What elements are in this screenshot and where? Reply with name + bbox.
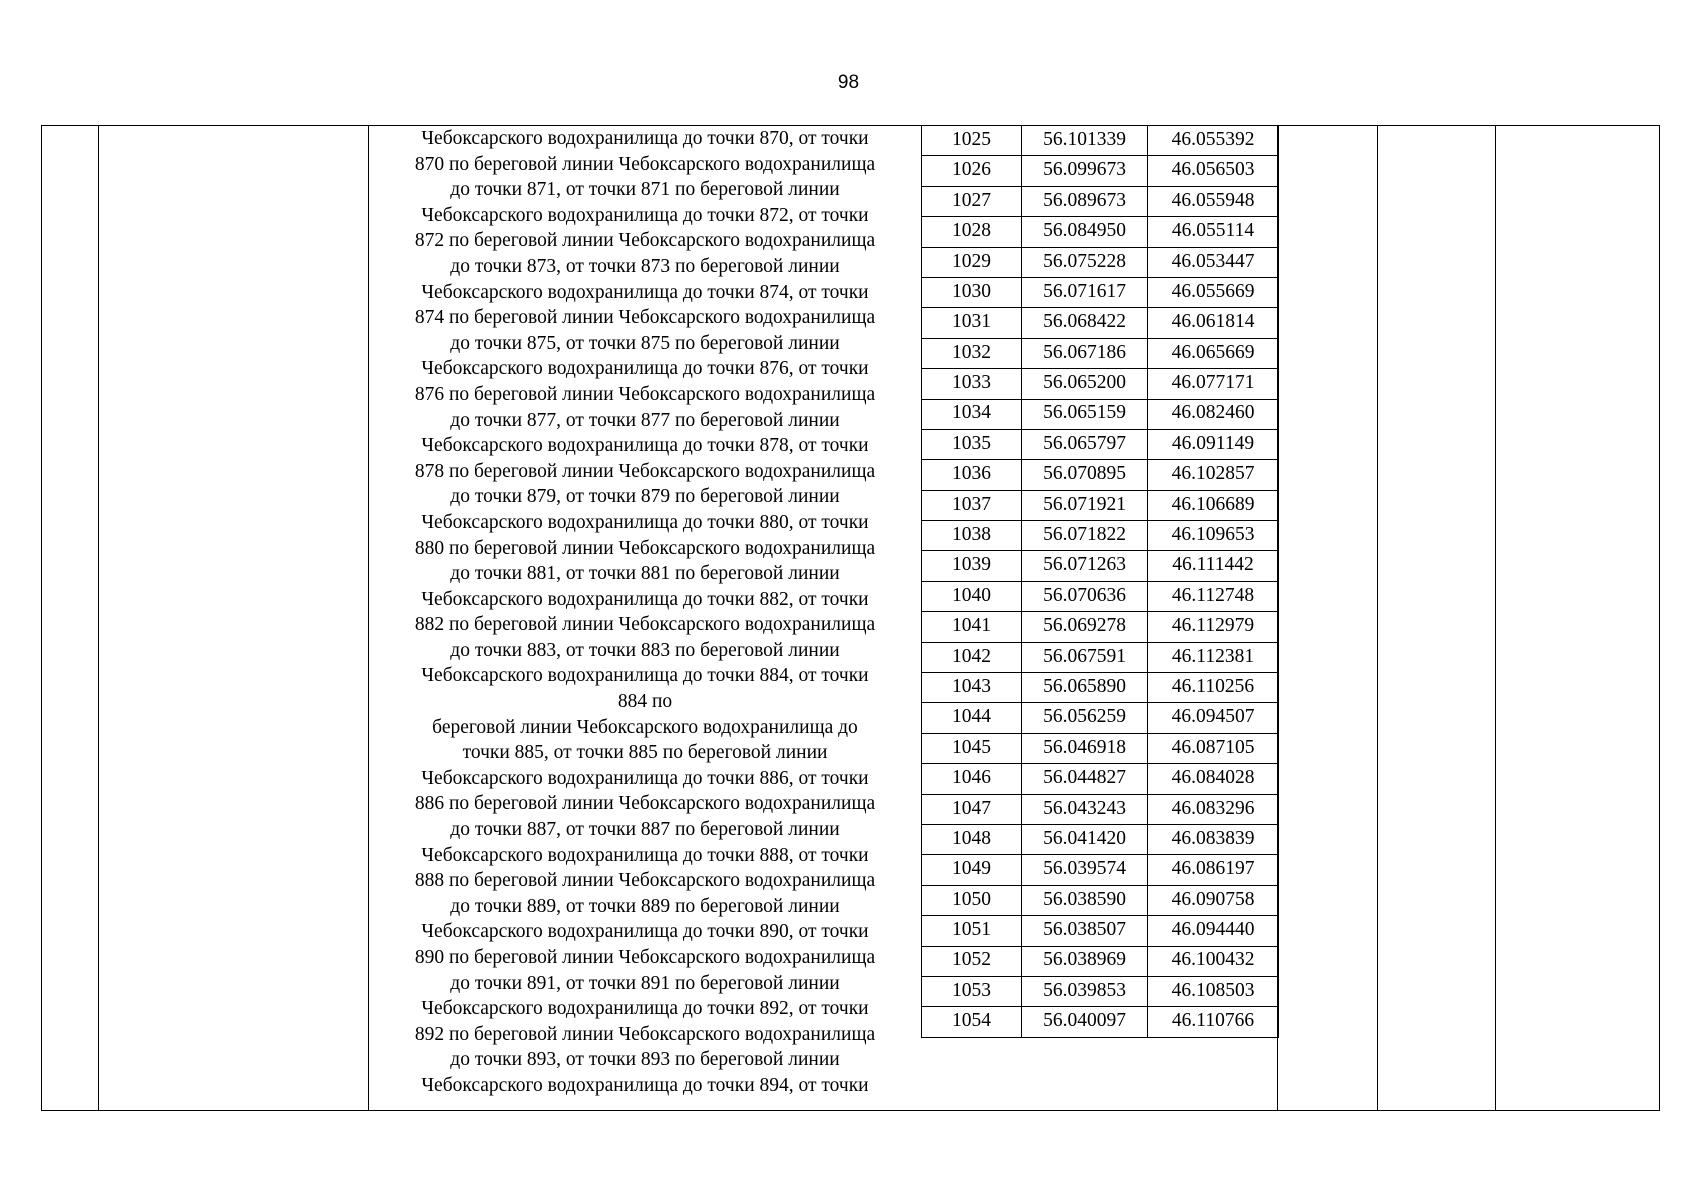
- table-row: [922, 429, 1279, 459]
- latitude-cell: 56.069278: [1022, 612, 1148, 642]
- description-line: до точки 889, от точки 889 по береговой линии: [450, 895, 840, 917]
- description-line: береговой линии Чебоксарского водохранилища до: [432, 716, 858, 738]
- table-row: [922, 794, 1279, 824]
- table-row: [922, 885, 1279, 915]
- longitude-cell: 46.065669: [1148, 338, 1279, 368]
- table-row: [922, 855, 1279, 885]
- latitude-cell: 56.071921: [1022, 490, 1148, 520]
- longitude-cell: 46.106689: [1148, 490, 1279, 520]
- description-line: Чебоксарского водохранилища до точки 884, от точки: [421, 665, 869, 687]
- longitude-cell: 46.111442: [1148, 551, 1279, 581]
- description-line: Чебоксарского водохранилища до точки 872, от точки: [421, 204, 869, 226]
- table-row: [922, 217, 1279, 247]
- latitude-cell: 56.043243: [1022, 794, 1148, 824]
- description-line: Чебоксарского водохранилища до точки 888, от точки: [421, 844, 869, 866]
- description-line: до точки 887, от точки 887 по береговой линии: [450, 819, 840, 841]
- point-number-cell: 1053: [922, 976, 1022, 1006]
- point-number-cell: 1034: [922, 399, 1022, 429]
- point-number-cell: 1054: [922, 1007, 1022, 1037]
- table-row: [922, 642, 1279, 672]
- longitude-cell: 46.083296: [1148, 794, 1279, 824]
- description-line: до точки 891, от точки 891 по береговой линии: [450, 972, 840, 994]
- table-row: [922, 824, 1279, 854]
- description-line: до точки 879, от точки 879 по береговой линии: [450, 486, 840, 508]
- table-row: [922, 1007, 1279, 1037]
- latitude-cell: 56.099673: [1022, 156, 1148, 186]
- latitude-cell: 56.071822: [1022, 521, 1148, 551]
- point-number-cell: 1049: [922, 855, 1022, 885]
- description-line: до точки 871, от точки 871 по береговой линии: [450, 179, 840, 201]
- description-line: Чебоксарского водохранилища до точки 874, от точки: [421, 281, 869, 303]
- latitude-cell: 56.065159: [1022, 399, 1148, 429]
- longitude-cell: 46.083839: [1148, 824, 1279, 854]
- longitude-cell: 46.109653: [1148, 521, 1279, 551]
- point-number-cell: 1044: [922, 703, 1022, 733]
- coordinates-table: [921, 125, 1279, 1038]
- latitude-cell: 56.044827: [1022, 764, 1148, 794]
- point-number-cell: 1038: [922, 521, 1022, 551]
- point-number-cell: 1036: [922, 460, 1022, 490]
- latitude-cell: 56.070636: [1022, 581, 1148, 611]
- longitude-cell: 46.053447: [1148, 247, 1279, 277]
- description-line: 884 по: [617, 691, 673, 713]
- description-line: до точки 881, от точки 881 по береговой линии: [450, 563, 840, 585]
- description-line: Чебоксарского водохранилища до точки 892, от точки: [421, 998, 869, 1020]
- description-line: до точки 893, от точки 893 по береговой линии: [450, 1049, 840, 1071]
- table-row: [922, 703, 1279, 733]
- latitude-cell: 56.068422: [1022, 308, 1148, 338]
- latitude-cell: 56.040097: [1022, 1007, 1148, 1037]
- boundary-description: [369, 126, 921, 1099]
- point-number-cell: 1026: [922, 156, 1022, 186]
- column-divider: [1377, 125, 1378, 1111]
- latitude-cell: 56.075228: [1022, 247, 1148, 277]
- longitude-cell: 46.091149: [1148, 429, 1279, 459]
- point-number-cell: 1051: [922, 916, 1022, 946]
- description-line: 886 по береговой линии Чебоксарского водохранилища: [414, 793, 876, 815]
- point-number-cell: 1039: [922, 551, 1022, 581]
- point-number-cell: 1052: [922, 946, 1022, 976]
- longitude-cell: 46.110256: [1148, 673, 1279, 703]
- table-row: [922, 277, 1279, 307]
- longitude-cell: 46.100432: [1148, 946, 1279, 976]
- table-row: [922, 399, 1279, 429]
- description-line: до точки 875, от точки 875 по береговой линии: [450, 332, 840, 354]
- description-line: Чебоксарского водохранилища до точки 886, от точки: [421, 767, 869, 789]
- longitude-cell: 46.090758: [1148, 885, 1279, 915]
- latitude-cell: 56.070895: [1022, 460, 1148, 490]
- longitude-cell: 46.087105: [1148, 733, 1279, 763]
- description-line: 888 по береговой линии Чебоксарского водохранилища: [414, 870, 876, 892]
- latitude-cell: 56.101339: [1022, 126, 1148, 156]
- longitude-cell: 46.112381: [1148, 642, 1279, 672]
- point-number-cell: 1046: [922, 764, 1022, 794]
- description-line: 876 по береговой линии Чебоксарского водохранилища: [414, 383, 876, 405]
- longitude-cell: 46.112979: [1148, 612, 1279, 642]
- description-line: точки 885, от точки 885 по береговой линии: [462, 742, 828, 764]
- point-number-cell: 1040: [922, 581, 1022, 611]
- latitude-cell: 56.089673: [1022, 186, 1148, 216]
- table-row: [922, 156, 1279, 186]
- longitude-cell: 46.077171: [1148, 369, 1279, 399]
- latitude-cell: 56.071617: [1022, 277, 1148, 307]
- longitude-cell: 46.112748: [1148, 581, 1279, 611]
- latitude-cell: 56.065890: [1022, 673, 1148, 703]
- point-number-cell: 1025: [922, 126, 1022, 156]
- column-divider: [1495, 125, 1496, 1111]
- table-row: [922, 460, 1279, 490]
- longitude-cell: 46.055392: [1148, 126, 1279, 156]
- description-line: до точки 883, от точки 883 по береговой линии: [450, 639, 840, 661]
- point-number-cell: 1050: [922, 885, 1022, 915]
- longitude-cell: 46.084028: [1148, 764, 1279, 794]
- table-row: [922, 247, 1279, 277]
- latitude-cell: 56.065200: [1022, 369, 1148, 399]
- table-row: [922, 946, 1279, 976]
- description-line: 872 по береговой линии Чебоксарского водохранилища: [414, 230, 876, 252]
- point-number-cell: 1037: [922, 490, 1022, 520]
- longitude-cell: 46.082460: [1148, 399, 1279, 429]
- description-line: Чебоксарского водохранилища до точки 876, от точки: [421, 358, 869, 380]
- table-row: [922, 764, 1279, 794]
- longitude-cell: 46.102857: [1148, 460, 1279, 490]
- page-number: 98: [837, 72, 860, 93]
- point-number-cell: 1048: [922, 824, 1022, 854]
- longitude-cell: 46.094507: [1148, 703, 1279, 733]
- table-row: [922, 551, 1279, 581]
- description-line: Чебоксарского водохранилища до точки 870, от точки: [421, 128, 869, 149]
- latitude-cell: 56.065797: [1022, 429, 1148, 459]
- point-number-cell: 1028: [922, 217, 1022, 247]
- longitude-cell: 46.055669: [1148, 277, 1279, 307]
- point-number-cell: 1041: [922, 612, 1022, 642]
- description-line: 892 по береговой линии Чебоксарского водохранилища: [414, 1023, 876, 1045]
- description-line: Чебоксарского водохранилища до точки 878, от точки: [421, 435, 869, 457]
- latitude-cell: 56.056259: [1022, 703, 1148, 733]
- latitude-cell: 56.067591: [1022, 642, 1148, 672]
- point-number-cell: 1030: [922, 277, 1022, 307]
- longitude-cell: 46.056503: [1148, 156, 1279, 186]
- table-row: [922, 916, 1279, 946]
- description-line: 882 по береговой линии Чебоксарского водохранилища: [414, 614, 876, 636]
- point-number-cell: 1033: [922, 369, 1022, 399]
- point-number-cell: 1045: [922, 733, 1022, 763]
- table-row: [922, 126, 1279, 156]
- point-number-cell: 1043: [922, 673, 1022, 703]
- table-row: [922, 369, 1279, 399]
- point-number-cell: 1027: [922, 186, 1022, 216]
- description-line: 880 по береговой линии Чебоксарского водохранилища: [414, 537, 876, 559]
- latitude-cell: 56.084950: [1022, 217, 1148, 247]
- point-number-cell: 1035: [922, 429, 1022, 459]
- table-row: [922, 733, 1279, 763]
- description-line: 874 по береговой линии Чебоксарского водохранилища: [414, 307, 876, 329]
- table-row: [922, 186, 1279, 216]
- description-line: Чебоксарского водохранилища до точки 882, от точки: [421, 588, 869, 610]
- description-line: 870 по береговой линии Чебоксарского водохранилища: [414, 153, 876, 175]
- table-row: [922, 673, 1279, 703]
- description-line: до точки 873, от точки 873 по береговой линии: [450, 255, 840, 277]
- point-number-cell: 1032: [922, 338, 1022, 368]
- table-row: [922, 308, 1279, 338]
- description-line: Чебоксарского водохранилища до точки 894, от точки: [421, 1074, 869, 1096]
- latitude-cell: 56.046918: [1022, 733, 1148, 763]
- longitude-cell: 46.108503: [1148, 976, 1279, 1006]
- point-number-cell: 1029: [922, 247, 1022, 277]
- longitude-cell: 46.055114: [1148, 217, 1279, 247]
- description-line: до точки 877, от точки 877 по береговой линии: [450, 409, 840, 431]
- table-row: [922, 976, 1279, 1006]
- description-line: Чебоксарского водохранилища до точки 880, от точки: [421, 511, 869, 533]
- table-row: [922, 521, 1279, 551]
- point-number-cell: 1042: [922, 642, 1022, 672]
- point-number-cell: 1031: [922, 308, 1022, 338]
- latitude-cell: 56.038507: [1022, 916, 1148, 946]
- longitude-cell: 46.094440: [1148, 916, 1279, 946]
- longitude-cell: 46.110766: [1148, 1007, 1279, 1037]
- longitude-cell: 46.086197: [1148, 855, 1279, 885]
- table-row: [922, 581, 1279, 611]
- latitude-cell: 56.071263: [1022, 551, 1148, 581]
- column-divider: [98, 125, 99, 1111]
- description-line: 890 по береговой линии Чебоксарского водохранилища: [414, 947, 876, 968]
- longitude-cell: 46.055948: [1148, 186, 1279, 216]
- description-line: 878 по береговой линии Чебоксарского водохранилища: [414, 460, 876, 482]
- table-row: [922, 612, 1279, 642]
- table-row: [922, 490, 1279, 520]
- latitude-cell: 56.041420: [1022, 824, 1148, 854]
- longitude-cell: 46.061814: [1148, 308, 1279, 338]
- latitude-cell: 56.038590: [1022, 885, 1148, 915]
- description-line: Чебоксарского водохранилища до точки 890, от точки: [421, 921, 869, 943]
- latitude-cell: 56.039853: [1022, 976, 1148, 1006]
- latitude-cell: 56.067186: [1022, 338, 1148, 368]
- table-row: [922, 338, 1279, 368]
- latitude-cell: 56.039574: [1022, 855, 1148, 885]
- latitude-cell: 56.038969: [1022, 946, 1148, 976]
- point-number-cell: 1047: [922, 794, 1022, 824]
